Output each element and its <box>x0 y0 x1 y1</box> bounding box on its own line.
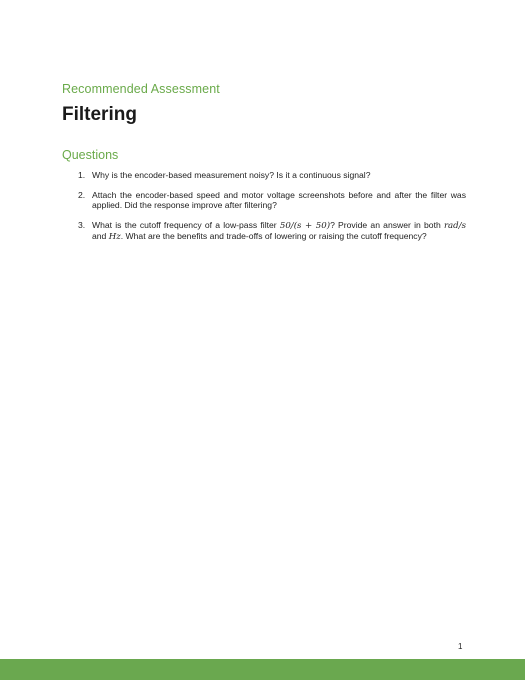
question-item <box>78 170 466 181</box>
question-item <box>78 190 466 211</box>
question-text: Why is the encoder-based measurement noisy? Is it a continuous signal? <box>92 170 371 180</box>
question-text-segment: ? Provide an answer in both <box>330 219 444 230</box>
document-subtitle: Recommended Assessment <box>62 82 220 96</box>
question-text <box>92 220 466 243</box>
question-text: Attach the encoder-based speed and motor voltage screenshots before and after the filter was applied. Did the response improve after filtering? <box>92 189 466 211</box>
page-number: 1 <box>458 642 463 651</box>
question-text-segment: . What are the benefits and trade-offs of lowering or raising the cutoff frequency? <box>120 231 427 242</box>
question-text-segment: What is the cutoff frequency of a low-pass filter <box>92 219 280 230</box>
questions-list <box>78 170 466 252</box>
question-number: 2. <box>78 189 86 200</box>
question-item <box>78 220 466 243</box>
question-text-segment: and <box>92 231 109 242</box>
math-unit-hertz: Hz <box>108 232 121 243</box>
question-number: 3. <box>78 219 86 230</box>
footer-bar <box>0 659 525 680</box>
section-heading: Questions <box>62 148 119 162</box>
page-title: Filtering <box>62 104 137 125</box>
math-unit-rad-per-second: rad/s <box>443 220 466 231</box>
math-transfer-function: 50/(s + 50) <box>279 220 331 231</box>
question-number: 1. <box>78 170 86 180</box>
